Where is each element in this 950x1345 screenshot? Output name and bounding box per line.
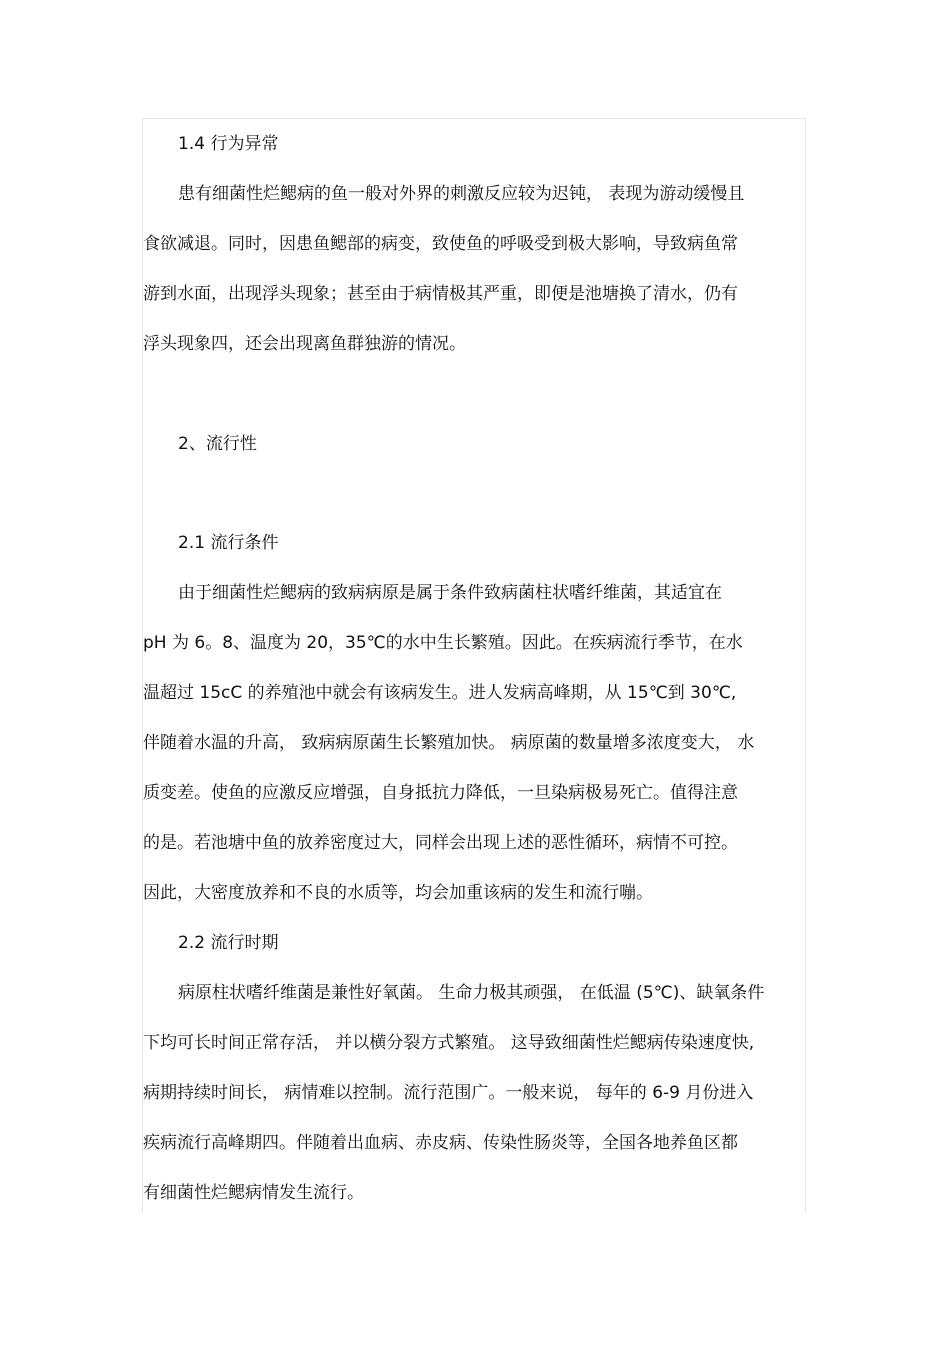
section-heading-2-1: 2.1 流行条件 <box>178 533 279 553</box>
paragraph-line: 下均可长时间正常存活， 并以横分裂方式繁殖。 这导致细菌性烂鳃病传染速度快, <box>143 1033 755 1053</box>
paragraph-line: 有细菌性烂鳃病情发生流行。 <box>143 1183 364 1203</box>
paragraph-line: 由于细菌性烂鳃病的致病病原是属于条件致病菌柱状嗜纤维菌，其适宜在 <box>178 583 722 603</box>
section-heading-2-2: 2.2 流行时期 <box>178 933 279 953</box>
paragraph-line: 温超过 15cC 的养殖池中就会有该病发生。进人发病高峰期，从 15℃到 30℃, <box>143 683 737 703</box>
section-heading-1-4: 1.4 行为异常 <box>178 134 279 154</box>
paragraph-line: 患有细菌性烂鳃病的鱼一般对外界的刺激反应较为迟钝， 表现为游动缓慢且 <box>178 184 745 204</box>
paragraph-line: 疾病流行高峰期四。伴随着出血病、赤皮病、传染性肠炎等，全国各地养鱼区都 <box>143 1133 738 1153</box>
paragraph-line: 的是。若池塘中鱼的放养密度过大，同样会出现上述的恶性循环，病情不可控。 <box>143 833 738 853</box>
paragraph-line: 伴随着水温的升高， 致病病原菌生长繁殖加快。 病原菌的数量增多浓度变大， 水 <box>143 733 755 753</box>
section-heading-2: 2、流行性 <box>178 434 257 454</box>
paragraph-line: 病期持续时间长， 病情难以控制。流行范围广。一般来说， 每年的 6-9 月份进入 <box>143 1083 754 1103</box>
paragraph-line: 食欲减退。同时，因患鱼鳃部的病变，致使鱼的呼吸受到极大影响，导致病鱼常 <box>143 234 738 254</box>
paragraph-line: 病原柱状嗜纤维菌是兼性好氧菌。 生命力极其顽强， 在低温 (5℃)、缺氧条件 <box>178 983 765 1003</box>
paragraph-line: 浮头现象四，还会出现离鱼群独游的情况。 <box>143 334 466 354</box>
paragraph-line: 质变差。使鱼的应激反应增强，自身抵抗力降低，一旦染病极易死亡。值得注意 <box>143 783 738 803</box>
paragraph-line: 因此，大密度放养和不良的水质等，均会加重该病的发生和流行嘣。 <box>143 883 653 903</box>
paragraph-line: 游到水面，出现浮头现象；甚至由于病情极其严重，即便是池塘换了清水，仍有 <box>143 284 738 304</box>
paragraph-line: pH 为 6。8、温度为 20，35℃的水中生长繁殖。因此。在疾病流行季节，在水 <box>143 633 743 653</box>
